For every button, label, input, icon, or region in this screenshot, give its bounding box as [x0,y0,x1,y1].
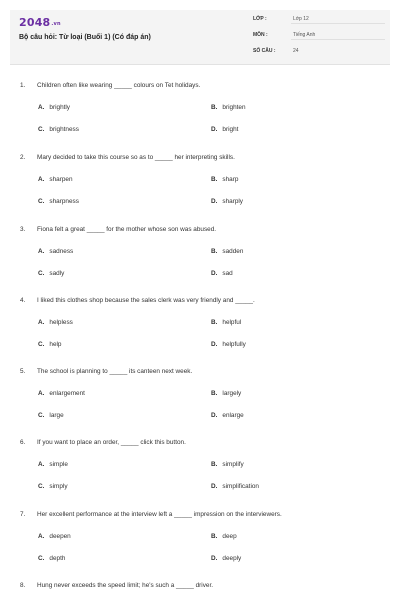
option-c[interactable] [38,341,62,348]
option-text: largely [222,390,242,397]
option-c[interactable] [38,555,65,562]
option-d[interactable] [211,341,246,348]
option-a[interactable] [38,319,73,326]
option-letter: A. [38,176,45,183]
document-header [10,10,390,65]
option-letter: C. [38,412,45,419]
logo-suffix: .vn [51,21,61,27]
option-letter: A. [38,533,45,540]
option-a[interactable] [38,104,70,111]
option-letter: D. [211,483,218,490]
option-d[interactable] [211,483,259,490]
option-letter: A. [38,461,45,468]
option-text: simple [49,461,68,468]
option-letter: C. [38,270,45,277]
option-b[interactable] [211,533,237,540]
meta-class-value: Lớp 12 [293,16,309,22]
question-text: Children often like wearing _____ colours on Tet holidays. [37,82,201,89]
option-b[interactable] [211,104,246,111]
question-number: 8. [20,582,26,589]
logo-text: 2048 [19,16,51,29]
option-text: helpfully [222,341,246,348]
question-number: 1. [20,82,26,89]
option-text: enlarge [222,412,244,419]
logo [19,16,61,29]
option-c[interactable] [38,483,68,490]
meta-class-divider [291,23,385,24]
option-text: brightly [49,104,71,111]
option-a[interactable] [38,176,73,183]
option-b[interactable] [211,461,244,468]
option-text: sharpen [49,176,73,183]
option-c[interactable] [38,412,64,419]
option-text: simplification [222,483,259,490]
option-letter: C. [38,126,45,133]
option-text: sharply [222,198,244,205]
option-letter: B. [211,248,218,255]
option-letter: D. [211,270,218,277]
option-text: deeply [222,555,242,562]
option-text: sadness [49,248,74,255]
option-a[interactable] [38,461,68,468]
question-number: 4. [20,297,26,304]
option-text: depth [49,555,66,562]
option-letter: D. [211,341,218,348]
option-text: brighten [222,104,246,111]
option-letter: D. [211,198,218,205]
option-text: bright [222,126,239,133]
option-text: deepen [49,533,71,540]
question-number: 2. [20,154,26,161]
option-c[interactable] [38,270,64,277]
question-text: Hung never exceeds the speed limit; he's such a _____ driver. [37,582,214,589]
option-b[interactable] [211,390,241,397]
question-number: 6. [20,439,26,446]
option-d[interactable] [211,126,238,133]
option-letter: B. [211,533,218,540]
option-text: helpful [222,319,242,326]
option-b[interactable] [211,248,243,255]
option-d[interactable] [211,198,243,205]
option-text: sad [222,270,233,277]
option-c[interactable] [38,198,79,205]
option-text: enlargement [49,390,85,397]
option-text: large [49,412,64,419]
question-text: Her excellent performance at the interview left a _____ impression on the interviewers. [37,511,282,518]
option-letter: B. [211,319,218,326]
meta-class-label: LỚP : [253,16,267,22]
meta-subject-value: Tiếng Anh [293,32,316,38]
option-letter: A. [38,319,45,326]
option-b[interactable] [211,319,241,326]
meta-count [253,46,389,56]
question-text: If you want to place an order, _____ click this button. [37,439,186,446]
option-letter: C. [38,483,45,490]
option-d[interactable] [211,412,244,419]
option-letter: C. [38,555,45,562]
option-text: simply [49,483,68,490]
option-letter: B. [211,390,218,397]
option-letter: B. [211,176,218,183]
meta-class [253,14,389,24]
option-text: sadden [222,248,244,255]
option-text: brightness [49,126,79,133]
option-letter: A. [38,104,45,111]
document-title: Bộ câu hỏi: Từ loại (Buổi 1) (Có đáp án) [19,34,151,41]
meta-subject [253,30,389,40]
option-text: sharp [222,176,239,183]
option-letter: D. [211,555,218,562]
meta-subject-divider [291,39,385,40]
option-letter: C. [38,198,45,205]
option-text: sadly [49,270,65,277]
option-letter: D. [211,126,218,133]
option-letter: A. [38,390,45,397]
question-number: 5. [20,368,26,375]
option-a[interactable] [38,248,73,255]
option-b[interactable] [211,176,238,183]
option-letter: C. [38,341,45,348]
option-c[interactable] [38,126,79,133]
option-letter: B. [211,104,218,111]
question-text: The school is planning to _____ its canteen next week. [37,368,193,375]
option-d[interactable] [211,270,233,277]
question-text: I liked this clothes shop because the sales clerk was very friendly and _____. [37,297,255,304]
question-text: Fiona felt a great _____ for the mother whose son was abused. [37,226,217,233]
option-letter: A. [38,248,45,255]
meta-count-value: 24 [293,48,299,54]
question-number: 7. [20,511,26,518]
option-text: simplify [222,461,244,468]
meta-subject-label: MÔN : [253,32,268,38]
question-number: 3. [20,226,26,233]
option-letter: D. [211,412,218,419]
meta-count-label: SỐ CÂU : [253,48,276,54]
option-d[interactable] [211,555,241,562]
option-a[interactable] [38,390,85,397]
option-text: helpless [49,319,73,326]
option-a[interactable] [38,533,71,540]
option-text: deep [222,533,237,540]
question-text: Mary decided to take this course so as to _____ her interpreting skills. [37,154,235,161]
option-text: help [49,341,62,348]
option-text: sharpness [49,198,79,205]
option-letter: B. [211,461,218,468]
